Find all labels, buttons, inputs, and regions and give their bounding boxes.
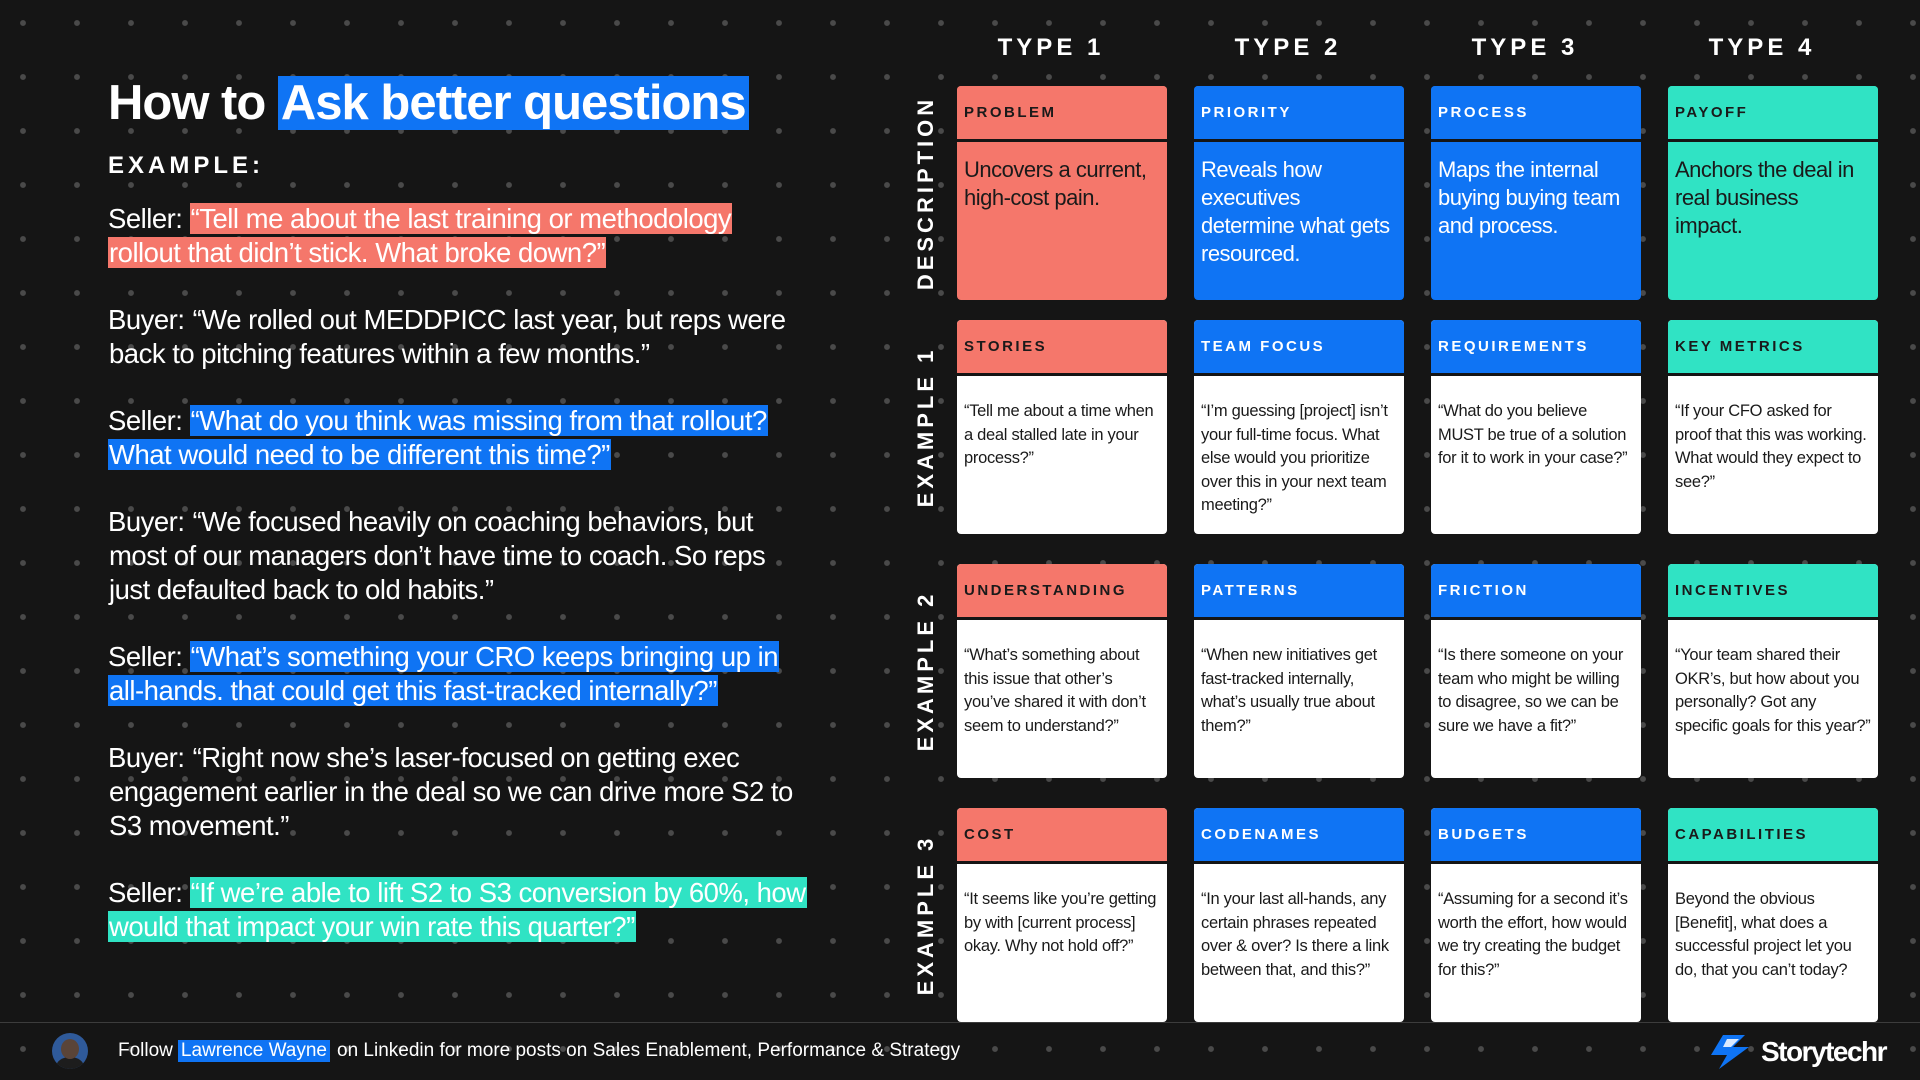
column-header-type-3: TYPE 3 xyxy=(1471,34,1579,61)
card-problem xyxy=(957,86,1167,300)
card-header: CODENAMES xyxy=(1194,808,1404,864)
title-prefix: How to xyxy=(108,76,278,130)
speaker-label: Buyer: xyxy=(108,304,185,335)
row-label-text: DESCRIPTION xyxy=(913,95,938,291)
dialogue-line xyxy=(108,741,808,843)
quote-text: “We rolled out MEDDPICC last year, but reps were back to pitching features within a few months.” xyxy=(109,304,786,369)
row-label-example-1 xyxy=(906,320,946,534)
speaker-label: Seller: xyxy=(108,203,183,234)
card-body: “I’m guessing [project] isn’t your full-time focus. What else would you prioritize over this in your next team meeting?” xyxy=(1201,402,1388,514)
card-header: PRIORITY xyxy=(1194,86,1404,142)
row-label-text: EXAMPLE 2 xyxy=(913,590,938,752)
brand-logo xyxy=(1705,1033,1886,1071)
dialogue-panel xyxy=(108,70,808,977)
row-label-description xyxy=(906,86,946,300)
card-capabilities xyxy=(1668,808,1878,1022)
card-body: Reveals how executives determine what gets resourced. xyxy=(1201,157,1390,266)
card-body: “Assuming for a second it’s worth the effort, how would we try creating the budget for this?” xyxy=(1438,890,1628,979)
avatar xyxy=(52,1033,88,1069)
dialogue-line xyxy=(108,202,808,270)
quote-text: “What do you think was missing from that rollout? What would need to be different this time?” xyxy=(109,405,767,470)
card-header: COST xyxy=(957,808,1167,864)
card-header: TEAM FOCUS xyxy=(1194,320,1404,376)
row-label-text: EXAMPLE 3 xyxy=(913,834,938,996)
quote-text: “Right now she’s laser-focused on getting exec engagement earlier in the deal so we can drive more S2 to S3 movement.” xyxy=(109,742,793,841)
card-body: “Is there someone on your team who might be willing to disagree, so we can be sure we have a fit?” xyxy=(1438,646,1624,735)
card-header: STORIES xyxy=(957,320,1167,376)
card-header: BUDGETS xyxy=(1431,808,1641,864)
card-header: FRICTION xyxy=(1431,564,1641,620)
brand-name: Storytechr xyxy=(1761,1036,1887,1067)
card-requirements xyxy=(1431,320,1641,534)
card-key-metrics xyxy=(1668,320,1878,534)
card-body: “In your last all-hands, any certain phrases repeated over & over? Is there a link between that, and this?” xyxy=(1201,890,1389,979)
card-body: “Your team shared their OKR’s, but how about you personally? Got any specific goals for this year?” xyxy=(1675,646,1871,735)
dialogue-line xyxy=(108,876,808,944)
dialogue-line xyxy=(108,640,808,708)
card-body: Uncovers a current, high-cost pain. xyxy=(964,157,1147,210)
card-codenames xyxy=(1194,808,1404,1022)
card-header: PATTERNS xyxy=(1194,564,1404,620)
card-header: KEY METRICS xyxy=(1668,320,1878,376)
footer xyxy=(52,1031,960,1071)
speaker-label: Buyer: xyxy=(108,506,185,537)
card-header: INCENTIVES xyxy=(1668,564,1878,620)
card-body: Beyond the obvious [Benefit], what does a successful project let you do, that you can’t today? xyxy=(1675,890,1852,979)
row-label-text: EXAMPLE 1 xyxy=(913,346,938,508)
card-stories xyxy=(957,320,1167,534)
card-priority xyxy=(1194,86,1404,300)
speaker-label: Buyer: xyxy=(108,742,185,773)
dialogue-line xyxy=(108,505,808,607)
bolt-icon xyxy=(1705,1033,1755,1071)
card-body: “It seems like you’re getting by with [current process] okay. Why not hold off?” xyxy=(964,890,1157,955)
quote-text: “If we’re able to lift S2 to S3 conversion by 60%, how would that impact your win rate this quarter?” xyxy=(109,877,806,942)
card-process xyxy=(1431,86,1641,300)
card-body: “If your CFO asked for proof that this was working. What would they expect to see?” xyxy=(1675,402,1867,491)
card-body: “What do you believe MUST be true of a solution for it to work in your case?” xyxy=(1438,402,1628,467)
card-header: PROBLEM xyxy=(957,86,1167,142)
speaker-label: Seller: xyxy=(108,877,183,908)
card-body: Anchors the deal in real business impact. xyxy=(1675,157,1854,238)
card-header: CAPABILITIES xyxy=(1668,808,1878,864)
column-header-type-1: TYPE 1 xyxy=(997,34,1105,61)
card-incentives xyxy=(1668,564,1878,778)
card-budgets xyxy=(1431,808,1641,1022)
card-header: UNDERSTANDING xyxy=(957,564,1167,620)
card-patterns xyxy=(1194,564,1404,778)
quote-text: “We focused heavily on coaching behaviors, but most of our managers don’t have time to coach. So reps just defaulted back to old habits.” xyxy=(109,506,766,605)
card-body: Maps the internal buying buying team and process. xyxy=(1438,157,1620,238)
card-friction xyxy=(1431,564,1641,778)
row-label-example-3 xyxy=(906,808,946,1022)
card-header: PROCESS xyxy=(1431,86,1641,142)
title-highlight: Ask better questions xyxy=(278,76,749,130)
speaker-label: Seller: xyxy=(108,641,183,672)
card-team-focus xyxy=(1194,320,1404,534)
column-header-type-2: TYPE 2 xyxy=(1234,34,1342,61)
card-body: “What’s something about this issue that other’s you’ve shared it with don’t seem to understand?” xyxy=(964,646,1146,735)
card-header: PAYOFF xyxy=(1668,86,1878,142)
speaker-label: Seller: xyxy=(108,405,183,436)
card-understanding xyxy=(957,564,1167,778)
footer-prefix: Follow xyxy=(118,1040,173,1061)
dialogue-line xyxy=(108,404,808,472)
example-label: EXAMPLE: xyxy=(108,152,265,179)
column-header-type-4: TYPE 4 xyxy=(1708,34,1816,61)
footer-suffix: on Linkedin for more posts on Sales Enablement, Performance & Strategy xyxy=(337,1040,961,1061)
card-header: REQUIREMENTS xyxy=(1431,320,1641,376)
footer-author-link[interactable]: Lawrence Wayne xyxy=(178,1040,330,1062)
footer-divider xyxy=(0,1022,1920,1023)
quote-text: “Tell me about the last training or methodology rollout that didn’t stick. What broke down?” xyxy=(109,203,732,268)
card-body: “When new initiatives get fast-tracked internally, what’s usually true about them?” xyxy=(1201,646,1377,735)
dialogue-line xyxy=(108,303,808,371)
card-payoff xyxy=(1668,86,1878,300)
card-body: “Tell me about a time when a deal stalled late in your process?” xyxy=(964,402,1154,467)
row-label-example-2 xyxy=(906,564,946,778)
card-cost xyxy=(957,808,1167,1022)
page-title xyxy=(108,70,808,136)
quote-text: “What’s something your CRO keeps bringing up in all-hands. that could get this fast-tracked internally?” xyxy=(109,641,778,706)
